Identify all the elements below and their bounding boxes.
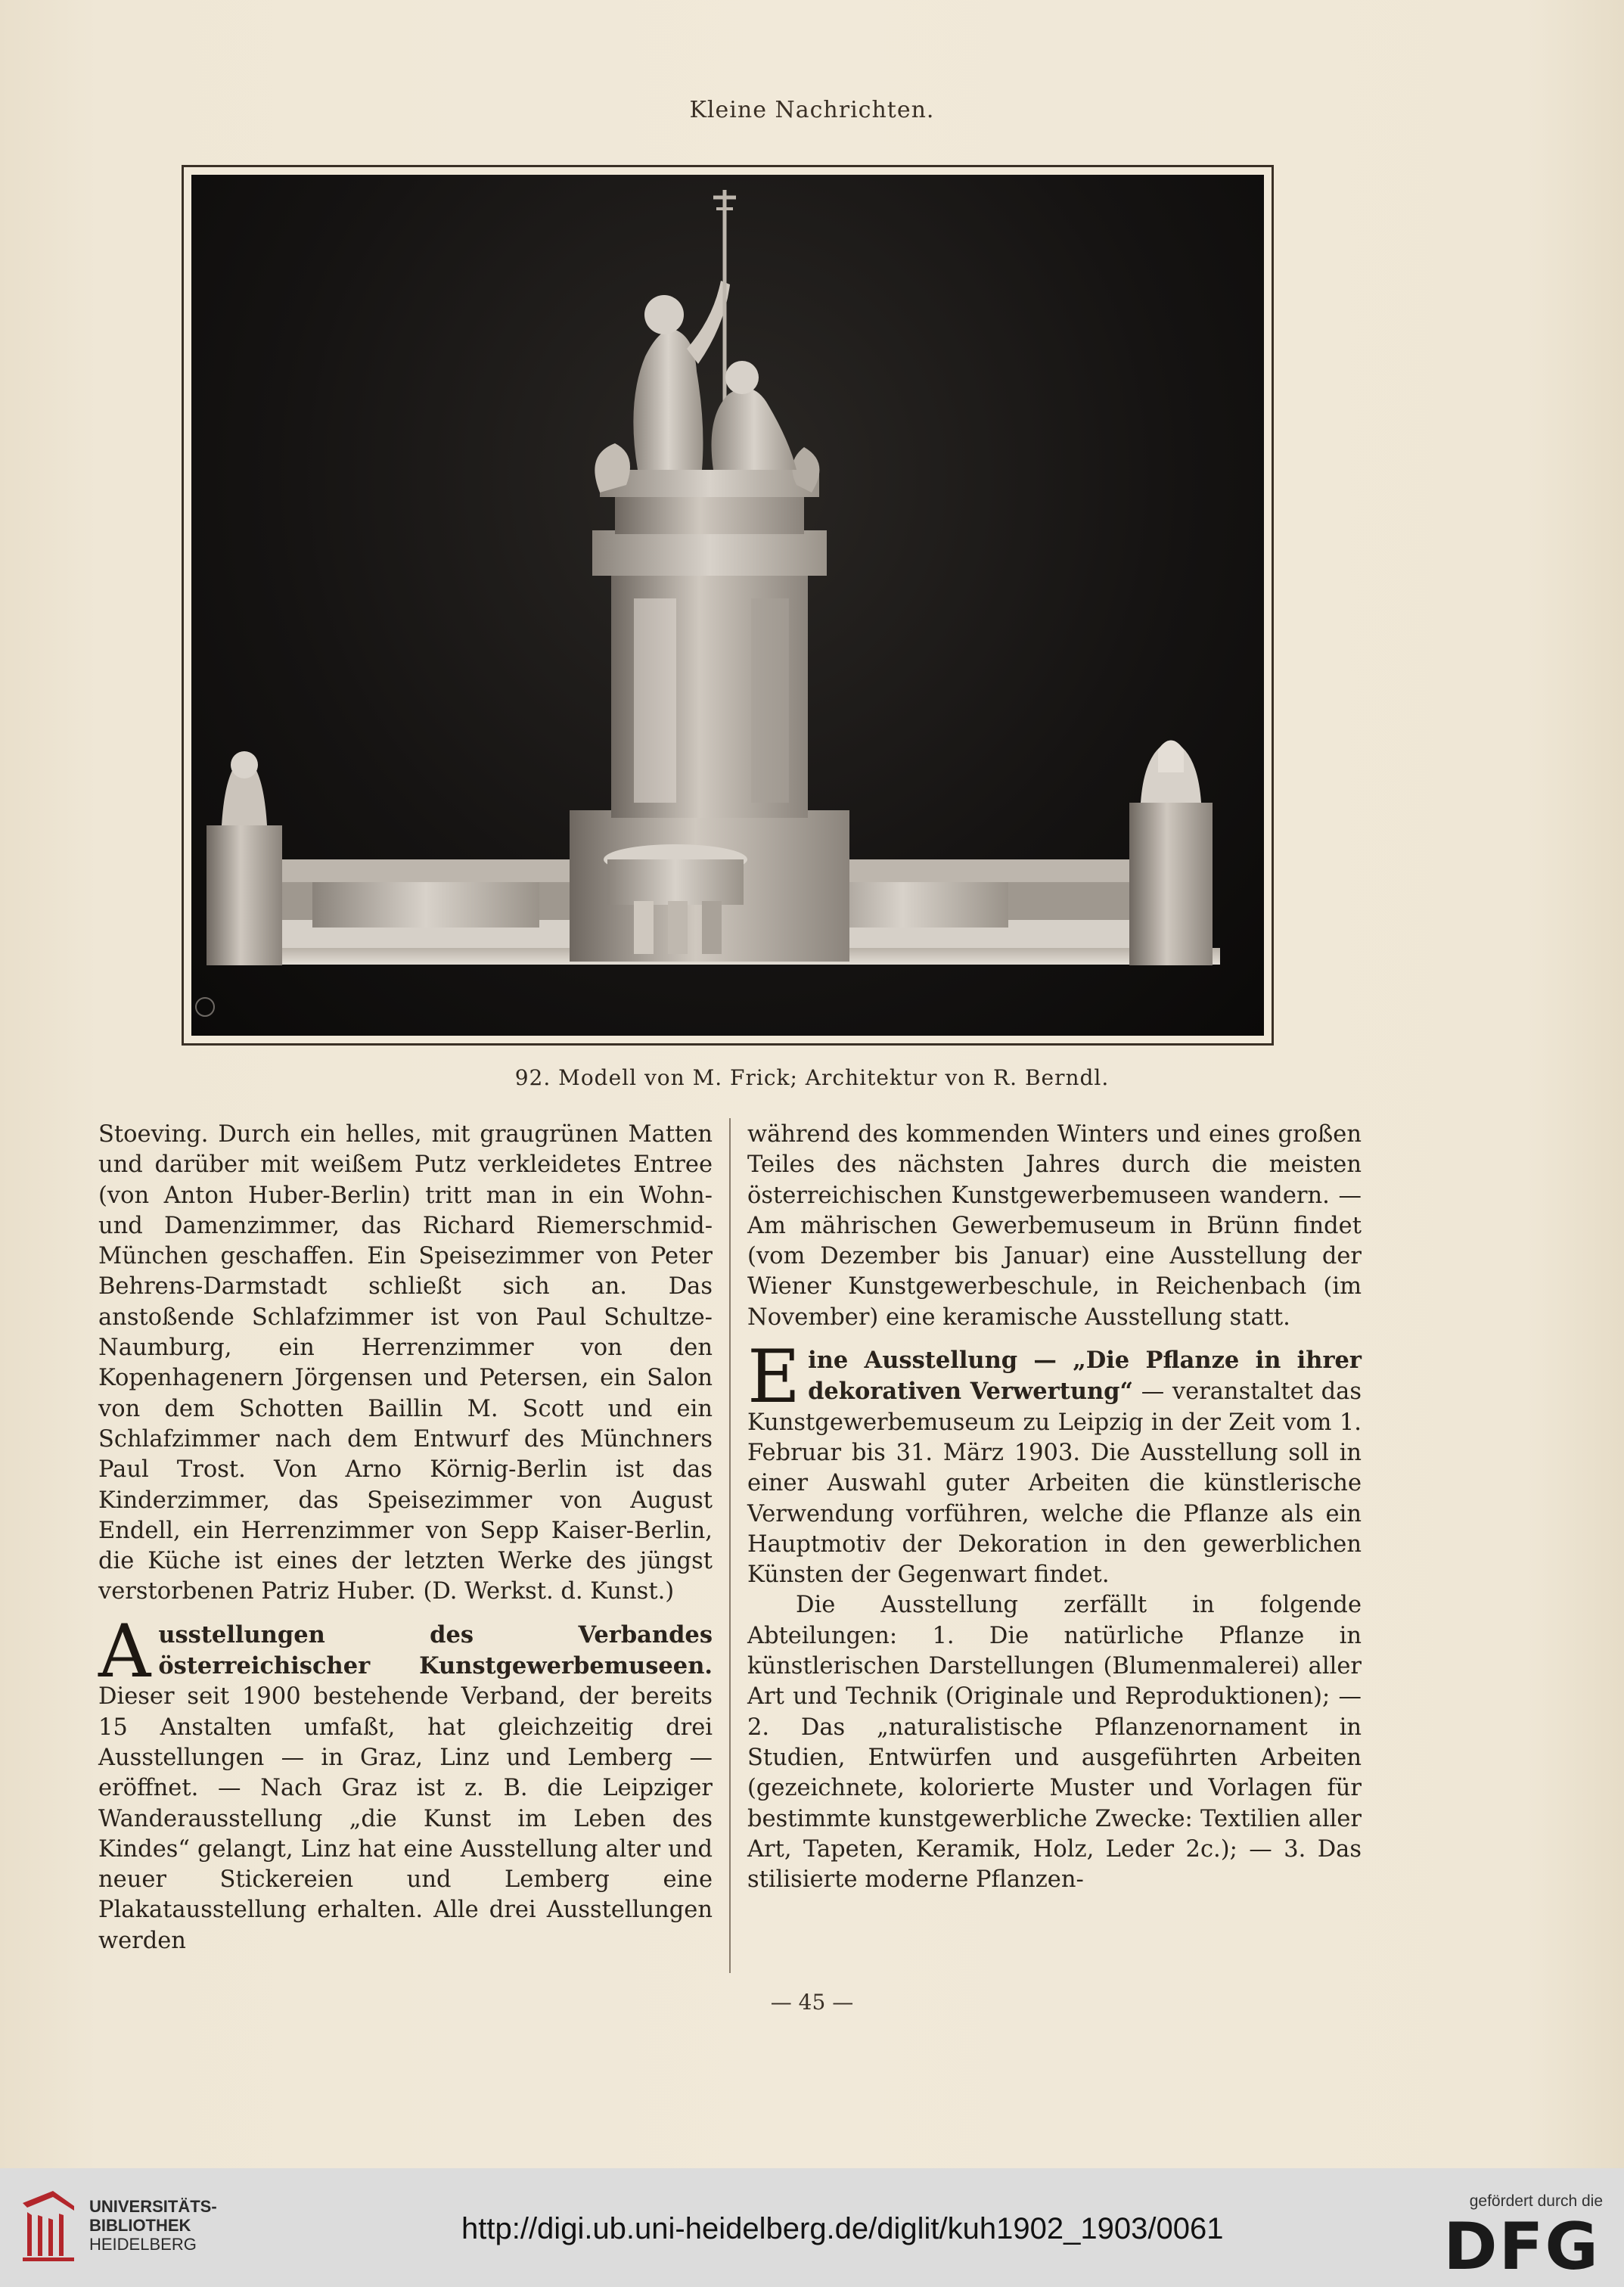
page-number: — 45 —: [770, 1990, 854, 2015]
library-logo-icon: [17, 2188, 79, 2262]
sculpture-photograph: [191, 175, 1264, 1036]
drop-cap: A: [98, 1608, 151, 1694]
left-column: [98, 1120, 713, 1956]
left-paragraph-2: [98, 1608, 713, 1956]
article-body: Dieser seit 1900 bestehende Verband, der bereits 15 Anstalten umfaßt, hat gleichzeitig drei Ausstellungen — in Graz, Linz und Lemberg — eröffnet. — Nach Graz ist z. B. die Leipziger Wanderausstellung „die Kunst im Leben des Kindes“ gelangt, Linz hat eine Ausstellung alter und neuer Stickereien und Lemberg eine Plakatausstellung erhalten. Alle drei Ausstellungen werden: [98, 1683, 713, 1954]
right-column: [747, 1120, 1362, 1895]
running-head: Kleine Nachrichten.: [689, 97, 935, 123]
article-body: — veranstaltet das Kunstgewerbemuseum zu Leipzig in der Zeit vom 1. Februar bis 31. März 1903. Die Ausstellung soll in einer Auswahl guter Arbeiten die künstlerische Verwendung vorführen, welche die Pflanze als ein Hauptmotiv der Dekoration in den gewerblichen Künsten der Gegenwart findet.: [747, 1378, 1362, 1589]
permalink-url[interactable]: http://digi.ub.uni-heidelberg.de/diglit/kuh1902_1903/0061: [461, 2212, 1224, 2245]
funding-note: gefördert durch die: [1469, 2192, 1603, 2210]
figure-frame: [182, 165, 1274, 1046]
article-heading: usstellungen des Verbandes österreichischer Kunstgewerbemuseen.: [158, 1620, 713, 1680]
monument-illustration: [191, 175, 1264, 1036]
column-rule: [729, 1118, 731, 1973]
left-paragraph-1: Stoeving. Durch ein helles, mit graugrünen Matten und darüber mit weißem Putz verkleidetes Entree (von Anton Huber-Berlin) tritt man in ein Wohn- und Damenzimmer, das Richard Riemerschmid-München geschaffen. Ein Speisezimmer von Peter Behrens-Darmstadt schließt sich an. Das anstoßende Schlafzimmer ist von Paul Schultze-Naumburg, ein Herrenzimmer von den Kopenhagenern Jörgensen und Petersen, ein Salon von dem Schotten Baillin M. Scott und ein Schlafzimmer nach dem Entwurf des Münchners Paul Trost. Von Arno Körnig-Berlin ist das Kinderzimmer, das Speisezimmer von August Endell, ein Herrenzimmer von Sepp Kaiser-Berlin, die Küche ist eines der letzten Werke des jüngst verstorbenen Patriz Huber. (D. Werkst. d. Kunst.): [98, 1121, 713, 1605]
figure-caption: 92. Modell von M. Frick; Architektur von R. Berndl.: [514, 1065, 1110, 1090]
right-paragraph-2: [747, 1335, 1362, 1590]
drop-cap: E: [747, 1335, 801, 1420]
library-name-line: HEIDELBERG: [89, 2235, 197, 2254]
dfg-logo: DFG: [1443, 2209, 1600, 2285]
library-name-line: UNIVERSITÄTS-: [89, 2197, 217, 2216]
library-name-line: BIBLIOTHEK: [89, 2216, 191, 2235]
right-paragraph-1: während des kommenden Winters und eines großen Teiles des nächsten Jahres durch die meisten österreichischen Kunstgewerbemuseen wandern. — Am mährischen Gewerbemuseum in Brünn findet (vom Dezember bis Januar) eine Ausstellung der Wiener Kunstgewerbeschule, in Reichenbach (im November) eine keramische Ausstellung statt.: [747, 1121, 1362, 1331]
digitization-footer: [0, 2168, 1624, 2287]
article-heading: ine Ausstellung — „Die Pflanze in ihrer dekorativen Verwertung“: [808, 1347, 1362, 1406]
library-name: [89, 2197, 217, 2254]
right-paragraph-3: Die Ausstellung zerfällt in folgende Abteilungen: 1. Die natürliche Pflanze in künstlerischen Darstellungen (Blumenmalerei) aller Art und Technik (Originale und Reproduktionen); — 2. Das „naturalistische Pflanzenornament in Studien, Entwürfen und ausgeführten Arbeiten (gezeichnete, kolorierte Muster und Vorlagen für bestimmte kunstgewerbliche Zwecke: Textilien aller Art, Tapeten, Keramik, Holz, Leder 2c.); — 3. Das stilisierte moderne Pflanzen-: [747, 1592, 1362, 1894]
